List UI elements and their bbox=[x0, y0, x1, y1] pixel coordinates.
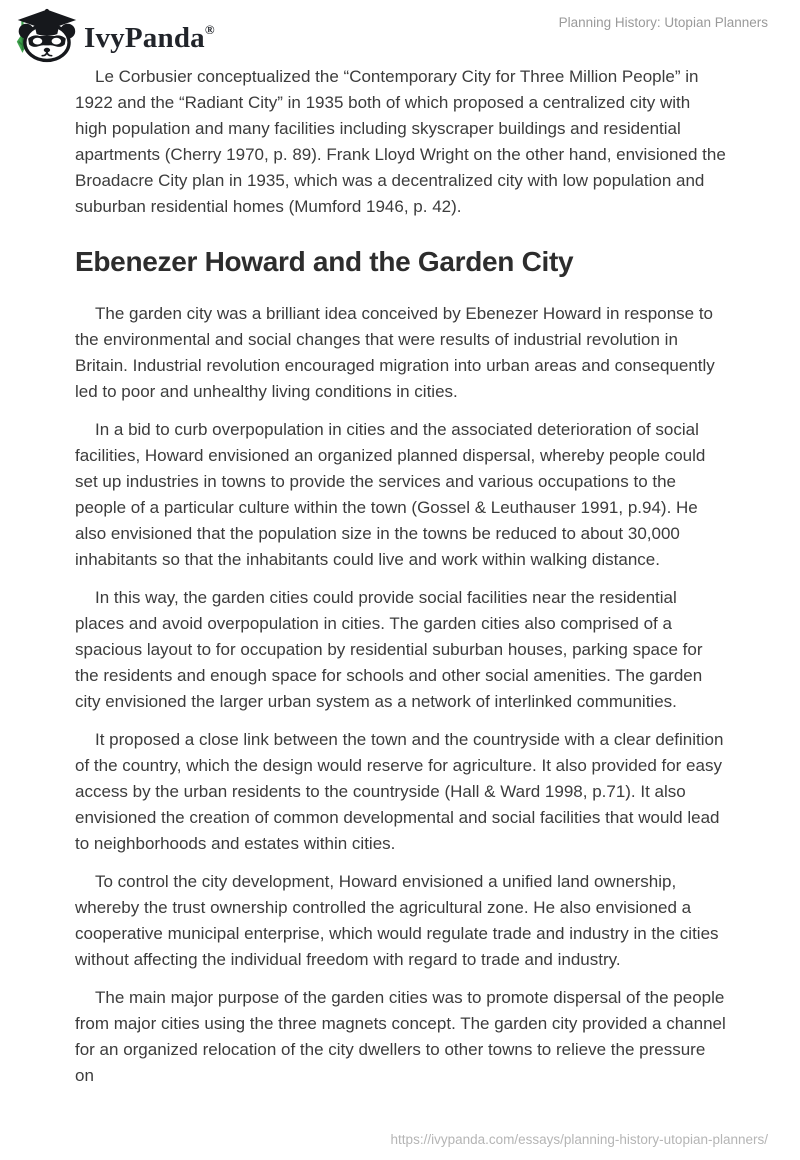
section-heading: Ebenezer Howard and the Garden City bbox=[75, 246, 574, 277]
source-url-link[interactable]: https://ivypanda.com/essays/planning-history-utopian-planners/ bbox=[390, 1132, 768, 1147]
paragraph: Le Corbusier conceptualized the “Contemporary City for Three Million People” in 1922 and the “Radiant City” in 1935 both of which proposed a centralized city with high population and many facilities including skyscraper buildings and residential apartments (Cherry 1970, p. 89). Frank Lloyd Wright on the other hand, envisioned the Broadacre City plan in 1935, which was a decentralized city with low population and suburban residential homes (Mumford 1946, p. 42). bbox=[75, 67, 726, 216]
document-title: Planning History: Utopian Planners bbox=[558, 15, 768, 30]
essay-content bbox=[75, 64, 727, 1101]
page-footer bbox=[391, 1132, 768, 1147]
panda-graduate-icon bbox=[14, 7, 78, 63]
brand-name bbox=[84, 17, 215, 53]
paragraph: To control the city development, Howard envisioned a unified land ownership, whereby the trust ownership controlled the agricultural zone. He also envisioned a cooperative municipal enterprise, which would regulate trade and industry in the cities without affecting the individual freedom with regard to trade and industry. bbox=[75, 872, 719, 970]
brand-text: IvyPanda bbox=[84, 22, 205, 54]
ivypanda-logo bbox=[14, 7, 215, 63]
paragraph: The garden city was a brilliant idea conceived by Ebenezer Howard in response to the environmental and social changes that were results of industrial revolution in Britain. Industrial revolution encouraged migration into urban areas and consequently led to poor and unhealthy living conditions in cities. bbox=[75, 304, 715, 402]
paragraph: In this way, the garden cities could provide social facilities near the residential places and avoid overpopulation in cities. The garden cities also comprised of a spacious layout to for occupation by residential suburban houses, parking space for the residents and enough space for schools and other social amenities. The garden city envisioned the larger urban system as a network of interlinked communities. bbox=[75, 588, 703, 712]
registered-trademark: ® bbox=[204, 22, 215, 37]
paragraph: The main major purpose of the garden cities was to promote dispersal of the people from major cities using the three magnets concept. The garden city provided a channel for an organized relocation of the city dwellers to other towns to relieve the pressure on bbox=[75, 988, 726, 1086]
paragraph: It proposed a close link between the town and the countryside with a clear definition of the country, which the design would reserve for agriculture. It also provided for easy access by the urban residents to the countryside (Hall & Ward 1998, p.71). It also envisioned the creation of common developmental and social facilities that would lead to neighborhoods and estates within cities. bbox=[75, 730, 724, 854]
page-header bbox=[0, 0, 800, 64]
paragraph: In a bid to curb overpopulation in cities and the associated deterioration of social facilities, Howard envisioned an organized planned dispersal, whereby people could set up industries in towns to provide the services and various occupations to the people of a particular culture within the town (Gossel & Leuthauser 1991, p.94). He also envisioned that the population size in the towns be reduced to about 30,000 inhabitants so that the inhabitants could live and work within walking distance. bbox=[75, 420, 706, 570]
